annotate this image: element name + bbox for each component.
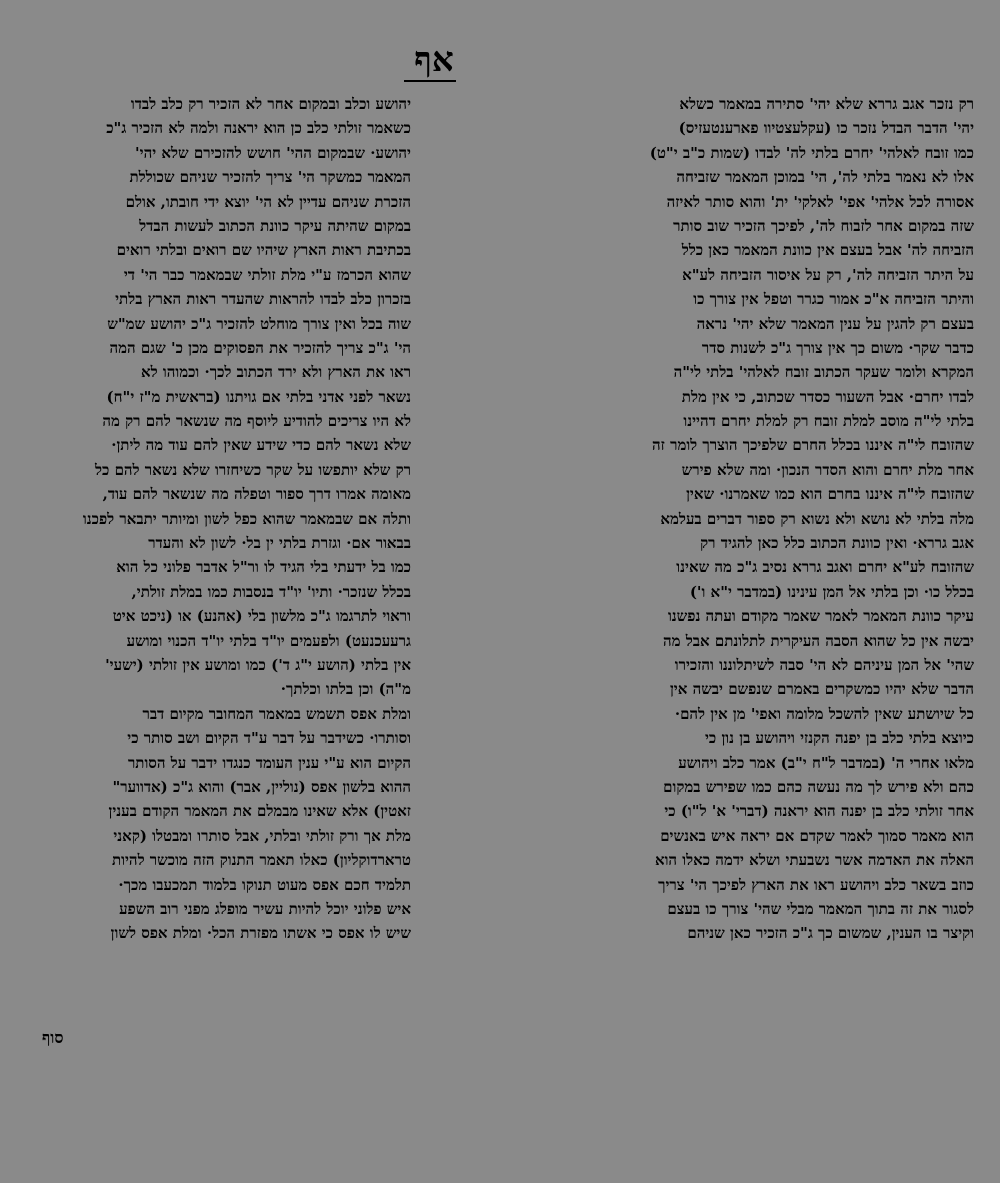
text-line: עיקר כוונת המאמר לאמר שאמר מקודם ועתה נפשנו <box>667 607 974 626</box>
text-line: מלת אך ורק זולתי ובלתי, אבל סותרו ומבטלו (קאני <box>113 826 411 845</box>
text-line: שהי' אל המן עיניהם לא הי' סבה לשיתלוננו והזכירו <box>674 655 974 674</box>
text-line: כיוצא בלתי כלב בן יפנה הקנזי ויהושע בן נון כי <box>705 729 974 748</box>
text-line: שהזובח לע"א יחרם ואגב גררא נסיב ג"כ מה שאינו <box>676 558 974 577</box>
text-line: תלמיד חכם אפס מעוט תנוקו בלמוד תמכעבו מכך· <box>118 875 411 894</box>
text-line: כשאמר זולתי כלב כן הוא יראנה ולמה לא הזכיר ג"כ <box>106 119 411 138</box>
text-line: מלאו אחרי ה' (במדבר ל"ח י"ב) אמר כלב ויהושע <box>678 753 974 772</box>
text-line: שזה במקום אחר לזבוח לה', לפיכך הזכיר שוב סותר <box>673 216 974 235</box>
text-line: כל שיושתע שאין להשכל מלומה ואפי' מן אין להם· <box>674 704 974 723</box>
text-line: הדבר שלא יהיו כמשקרים באמרם שנפשם יבשה אין <box>669 680 974 699</box>
text-line: הזכרת שניהם עדיין לא הי' יוצא ידי חובתו, אולם <box>125 192 411 211</box>
text-line: על היתר הזביחה לה', רק על איסור הזביחה לע"א <box>682 265 974 284</box>
text-line: לבדו יחרם· אבל השעור כסדר שכתוב, כי אין מלת <box>681 387 974 406</box>
right-column <box>434 92 974 946</box>
text-line: שהזובח לי"ה איננו בכלל החרם שלפיכך הוצרך לומר זה <box>652 436 974 455</box>
text-line: במקום שהיתה עיקר כוונת הכתוב לעשות הבדל <box>139 216 411 235</box>
text-line: שיש לו אפס כי אשתו מפזרת הכל· ומלת אפס לשון <box>110 924 411 943</box>
text-line: וסותרו· כשידבר על דבר ע"ד הקיום ושב סותר כי <box>127 729 411 748</box>
text-line: כהם ולא פירש לך מה נעשה כהם כמו שפירש במקום <box>663 777 974 796</box>
catchword: סוף <box>42 1028 64 1047</box>
text-line: הוא מאמר סמוך לאמר שקדם אם יראה איש באנשים <box>660 826 974 845</box>
text-line: אגב גררא· ואין כוונת הכתוב כלל כאן להגיד רק <box>700 534 974 553</box>
text-line: הזביחה לה' אבל בעצם אין כוונת המאמר כאן כלל <box>681 241 974 260</box>
text-line: שוה בכל ואין צורך מוחלט להזכיר ג"כ יהושע שמ"ש <box>107 314 411 333</box>
text-line: האלה את האדמה אשר נשבעתי ושלא ידמה כאלו הוא <box>654 851 974 870</box>
text-line: כוזב בשאר כלב ויהושע ראו את הארץ לפיכך הי' צריך <box>658 875 974 894</box>
text-line: אחר מלת יחרם והוא הסדר הנכון· ומה שלא פירש <box>681 460 974 479</box>
text-line: שלא נשאר להם כדי שידע שאין להם עוד מה ליתן· <box>111 436 411 455</box>
text-line: אין בלתי (הושע י"ג ד') כמו ומושע אין זולתי (ישעי' <box>105 655 411 674</box>
text-line: בלתי לי"ה מוסב למלת זובח רק למלת יחרם דהיינו <box>683 412 974 431</box>
text-line: אסורה לכל אלהי' אפי' לאלקי' ית' והוא סותר לאיזה <box>666 192 974 211</box>
text-line: יבשה אין כל שהוא הסבה העיקרית לתלונתם אבל מה <box>663 631 974 650</box>
text-line: מ"ה) וכן בלתו וכלתך· <box>280 680 411 699</box>
text-line: המאמר כמשקר הי' צריך להזכיר שניהם שכוללת <box>129 168 411 187</box>
text-line: בכלל שנזכר· ותיו' יו"ד בנסבות כמו במלת זולתי, <box>131 582 411 601</box>
text-line: זאטין) אלא שאינו מבמלם את המאמר הקודם בענין <box>108 802 411 821</box>
text-line: גרעעכנעט) ולפעמים יו"ד בלתי יו"ד הכנוי ומושע <box>126 631 411 650</box>
text-line: כמו בל ידעתי בלי הגיד לו ור"ל אדבר פלוני כל הוא <box>116 558 411 577</box>
text-line: ומלת אפס תשמש במאמר המחובר מקיום דבר <box>142 704 411 723</box>
text-line: וקיצר בו הענין, שמשום כך ג"כ הזכיר כאן שניהם <box>687 924 974 943</box>
text-line: בזכרון כלב לבדו להראות שהעדר ראות הארץ בלתי <box>115 290 411 309</box>
text-line: רק נזכר אגב גררא שלא יהי' סתירה במאמר כשלא <box>679 95 974 113</box>
text-line: יהושע וכלב ובמקום אחר לא הזכיר רק כלב לבדו <box>130 95 411 113</box>
heading-underline <box>404 80 456 82</box>
text-line: נשאר לפני אדני בלתי אם גויתנו (בראשית מ"ז י"ח) <box>106 387 411 406</box>
text-line: אחר זולתי כלב בן יפנה הוא יראנה (דברי' א' ל"ו) כי <box>664 802 974 821</box>
text-line: המקרא ולומר שעקר הכתוב זובח לאלהי' בלתי לי"ה <box>673 363 974 382</box>
text-line: רק שלא יותפשו על שקר כשיחזרו שלא נשאר להם כל <box>95 460 411 479</box>
text-line: שהוא הכרמז ע"י מלת זולתי שבמאמר כבר הי' די <box>123 265 411 284</box>
text-line: בכלל כו· וכן בלתי אל המן עינינו (במדבר י"א ו') <box>689 582 974 601</box>
text-line: הי' ג"כ צריך להזכיר את הפסוקים מכן כ' שגם המה <box>109 338 411 357</box>
text-line: לסגור את זה בתוך המאמר מבלי שהי' צורך כו בעצם <box>667 899 974 918</box>
page-heading: אף <box>414 40 454 80</box>
text-line: ההוא בלשון אפס (נוליין, אבר) והוא ג"כ (אדווער" <box>112 777 411 796</box>
text-line: מאומה אמרו דרך ספור וטפלה מה שנשאר להם עוד, <box>102 485 411 504</box>
text-line: יהושע· שבמקום ההי' חושש להזכירם שלא יהי' <box>135 143 411 162</box>
text-line: ותלה אם שבמאמר שהוא כפל לשון ומיותר יתבאר לפכנו <box>82 509 411 528</box>
text-line: בעצם רק להגין על ענין המאמר שלא יהי' נראה <box>696 314 974 333</box>
text-line: כדבר שקר· משום כך אין צורך ג"כ לשנות סדר <box>701 338 974 357</box>
text-line: אלו לא נאמר בלתי לה', הי' במוכן המאמר שזביחה <box>676 168 974 187</box>
left-column <box>36 92 411 946</box>
text-line: מלה בלתי לא נושא ולא נשוא רק ספור דברים בעלמא <box>660 509 974 528</box>
text-line: ראו את הארץ ולא ירד הכתוב לכך· וכמוהו לא <box>141 363 411 382</box>
text-line: בכתיבת ראות הארץ שיהיו שם רואים ובלתי רואים <box>116 241 411 260</box>
text-line: כמו זובח לאלהי' יחרם בלתי לה' לבדו (שמות כ"ב י"ט) <box>649 143 974 162</box>
text-line: לא היו צריכים להודיע ליוסף מה שנשאר להם רק מה <box>102 412 411 431</box>
text-line: וראוי לתרגמו ג"כ מלשון בלי (אהנע) או (ניכט איט <box>112 607 411 626</box>
text-line: הקיום הוא ע"י ענין העומד כנגדו ידבר על הסותר <box>127 753 411 772</box>
text-line: איש פלוני יוכל להיות עשיר מופלג מפני רוב השפע <box>119 899 411 918</box>
text-line: יהי' הדבר הבדל נזכר כו (עקלעצטיוו פארענטעזיס) <box>678 119 974 138</box>
text-line: טרארדוקליון) כאלו תאמר התנוק הזה מוכשר להיות <box>112 851 411 870</box>
text-line: בבאור אם· וגזרת בלתי ין בל· לשון לא והעדר <box>148 534 411 553</box>
text-line: שהזובח לי"ה איננו בחרם הוא כמו שאמרנו· שאין <box>686 485 974 504</box>
text-line: והיתר הזביחה א"כ אמור כגרר וטפל אין צורך כו <box>693 290 974 309</box>
